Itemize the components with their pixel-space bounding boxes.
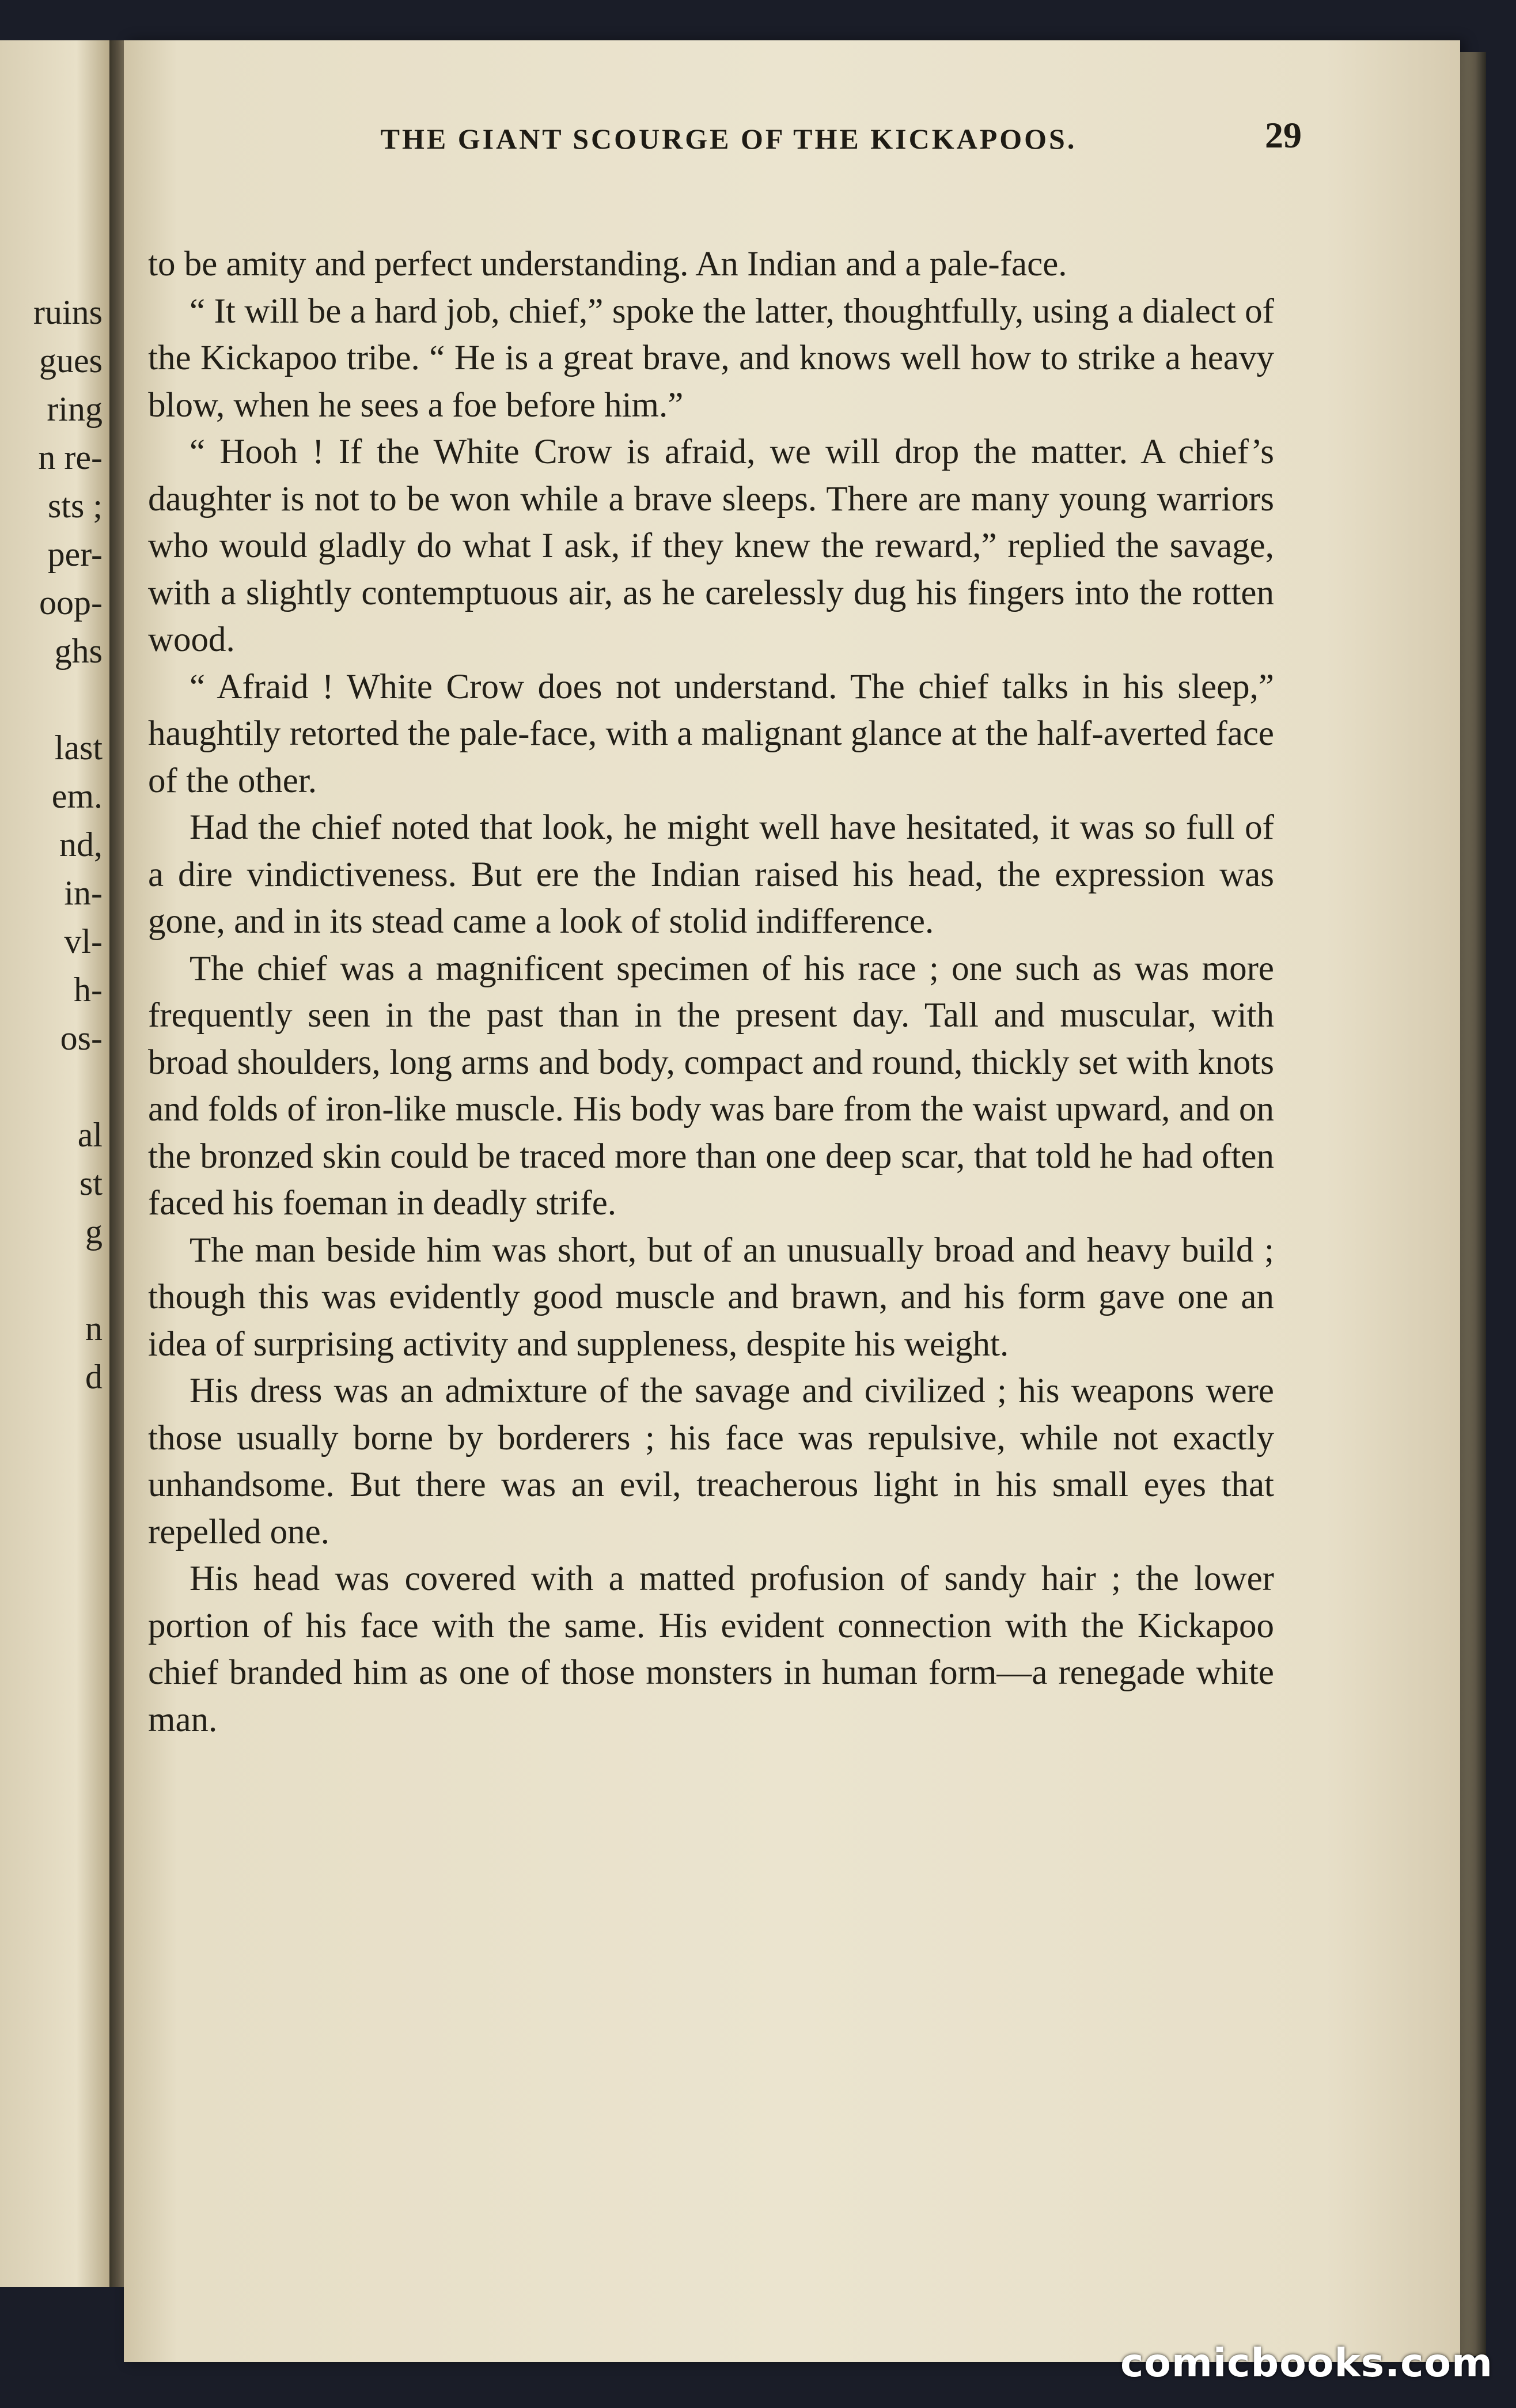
facing-page: [0, 40, 109, 2287]
paragraph: His head was covered with a matted profusion of sandy hair ; the lower portion of his face with the same. His evident connection with the Kickapoo chief branded him as one of those monsters in human form—a renegade white man.: [148, 1559, 1274, 1739]
facing-line: gues: [39, 342, 103, 380]
paragraph: The chief was a magnificent specimen of his race ; one such as was more frequently seen in the past than in the present day. Tall and muscular, with broad shoulders, long arms and body, compact and round, thickly set with knots and folds of iron-like muscle. His body was bare from the waist upward, and on the bronzed skin could be traced more than one deep scar, that told he had often faced his foeman in deadly strife.: [148, 949, 1274, 1222]
facing-gap: [33, 1062, 103, 1111]
facing-line: n: [85, 1309, 103, 1347]
facing-line: vl-: [64, 922, 103, 960]
facing-line: d: [85, 1358, 103, 1396]
facing-line: ring: [47, 390, 103, 428]
page-number: 29: [1265, 115, 1302, 156]
paragraph: “ Afraid ! White Crow does not understand. The chief talks in his sleep,” haughtily retorted the pale-face, with a malignant glance at the half-averted face of the other.: [148, 667, 1274, 800]
paragraph: His dress was an admixture of the savage and civilized ; his weapons were those usually borne by borderers ; his face was repulsive, while not exactly unhandsome. But there was an evil, treacherous light in his small eyes that repelled one.: [148, 1372, 1274, 1551]
facing-line: al: [77, 1116, 103, 1154]
facing-line: last: [54, 729, 103, 767]
paragraph: The man beside him was short, but of an unusually broad and heavy build ; though this was evidently good muscle and brawn, and his form gave one an idea of surprising activity and suppleness, despite his weight.: [148, 1230, 1274, 1364]
paragraph: “ It will be a hard job, chief,” spoke the latter, thoughtfully, using a dialect of the Kickapoo tribe. “ He is a great brave, and knows well how to strike a heavy blow, when he sees a foe before him.”: [148, 291, 1274, 425]
facing-line: os-: [60, 1019, 103, 1057]
facing-line: sts ;: [47, 487, 103, 525]
facing-line: ghs: [54, 632, 103, 670]
body-text: [148, 241, 1274, 1743]
facing-line: h-: [74, 971, 103, 1009]
facing-line: em.: [51, 777, 103, 815]
facing-line: per-: [47, 535, 103, 573]
facing-line: in-: [64, 874, 103, 912]
paragraph: “ Hooh ! If the White Crow is afraid, we will drop the matter. A chief’s daughter is not to be won while a brave sleeps. There are many young warriors who would gladly do what I ask, if they knew the reward,” replied the savage, with a slightly contemptuous air, as he carelessly dug his fingers into the rotten wood.: [148, 433, 1274, 659]
facing-line: oop-: [39, 584, 103, 622]
watermark: comicbooks.com: [1120, 2341, 1493, 2386]
facing-line: nd,: [59, 826, 103, 864]
page-edge: [1460, 52, 1486, 2356]
facing-line: g: [85, 1213, 103, 1251]
paragraph: Had the chief noted that look, he might well have hesitated, it was so full of a dire vindictiveness. But ere the Indian raised his head, the expression was gone, and in its stead came a look of stolid indifference.: [148, 808, 1274, 941]
running-head: THE GIANT SCOURGE OF THE KICKAPOOS.: [380, 123, 1077, 155]
facing-page-text: [33, 288, 103, 1401]
facing-line: ruins: [33, 293, 103, 331]
facing-line: st: [79, 1164, 103, 1202]
paragraph: to be amity and perfect understanding. An Indian and a pale-face.: [148, 245, 1067, 283]
facing-line: n re-: [38, 438, 103, 476]
facing-gap: [33, 675, 103, 724]
facing-gap: [33, 1256, 103, 1304]
book-page: [124, 40, 1460, 2362]
